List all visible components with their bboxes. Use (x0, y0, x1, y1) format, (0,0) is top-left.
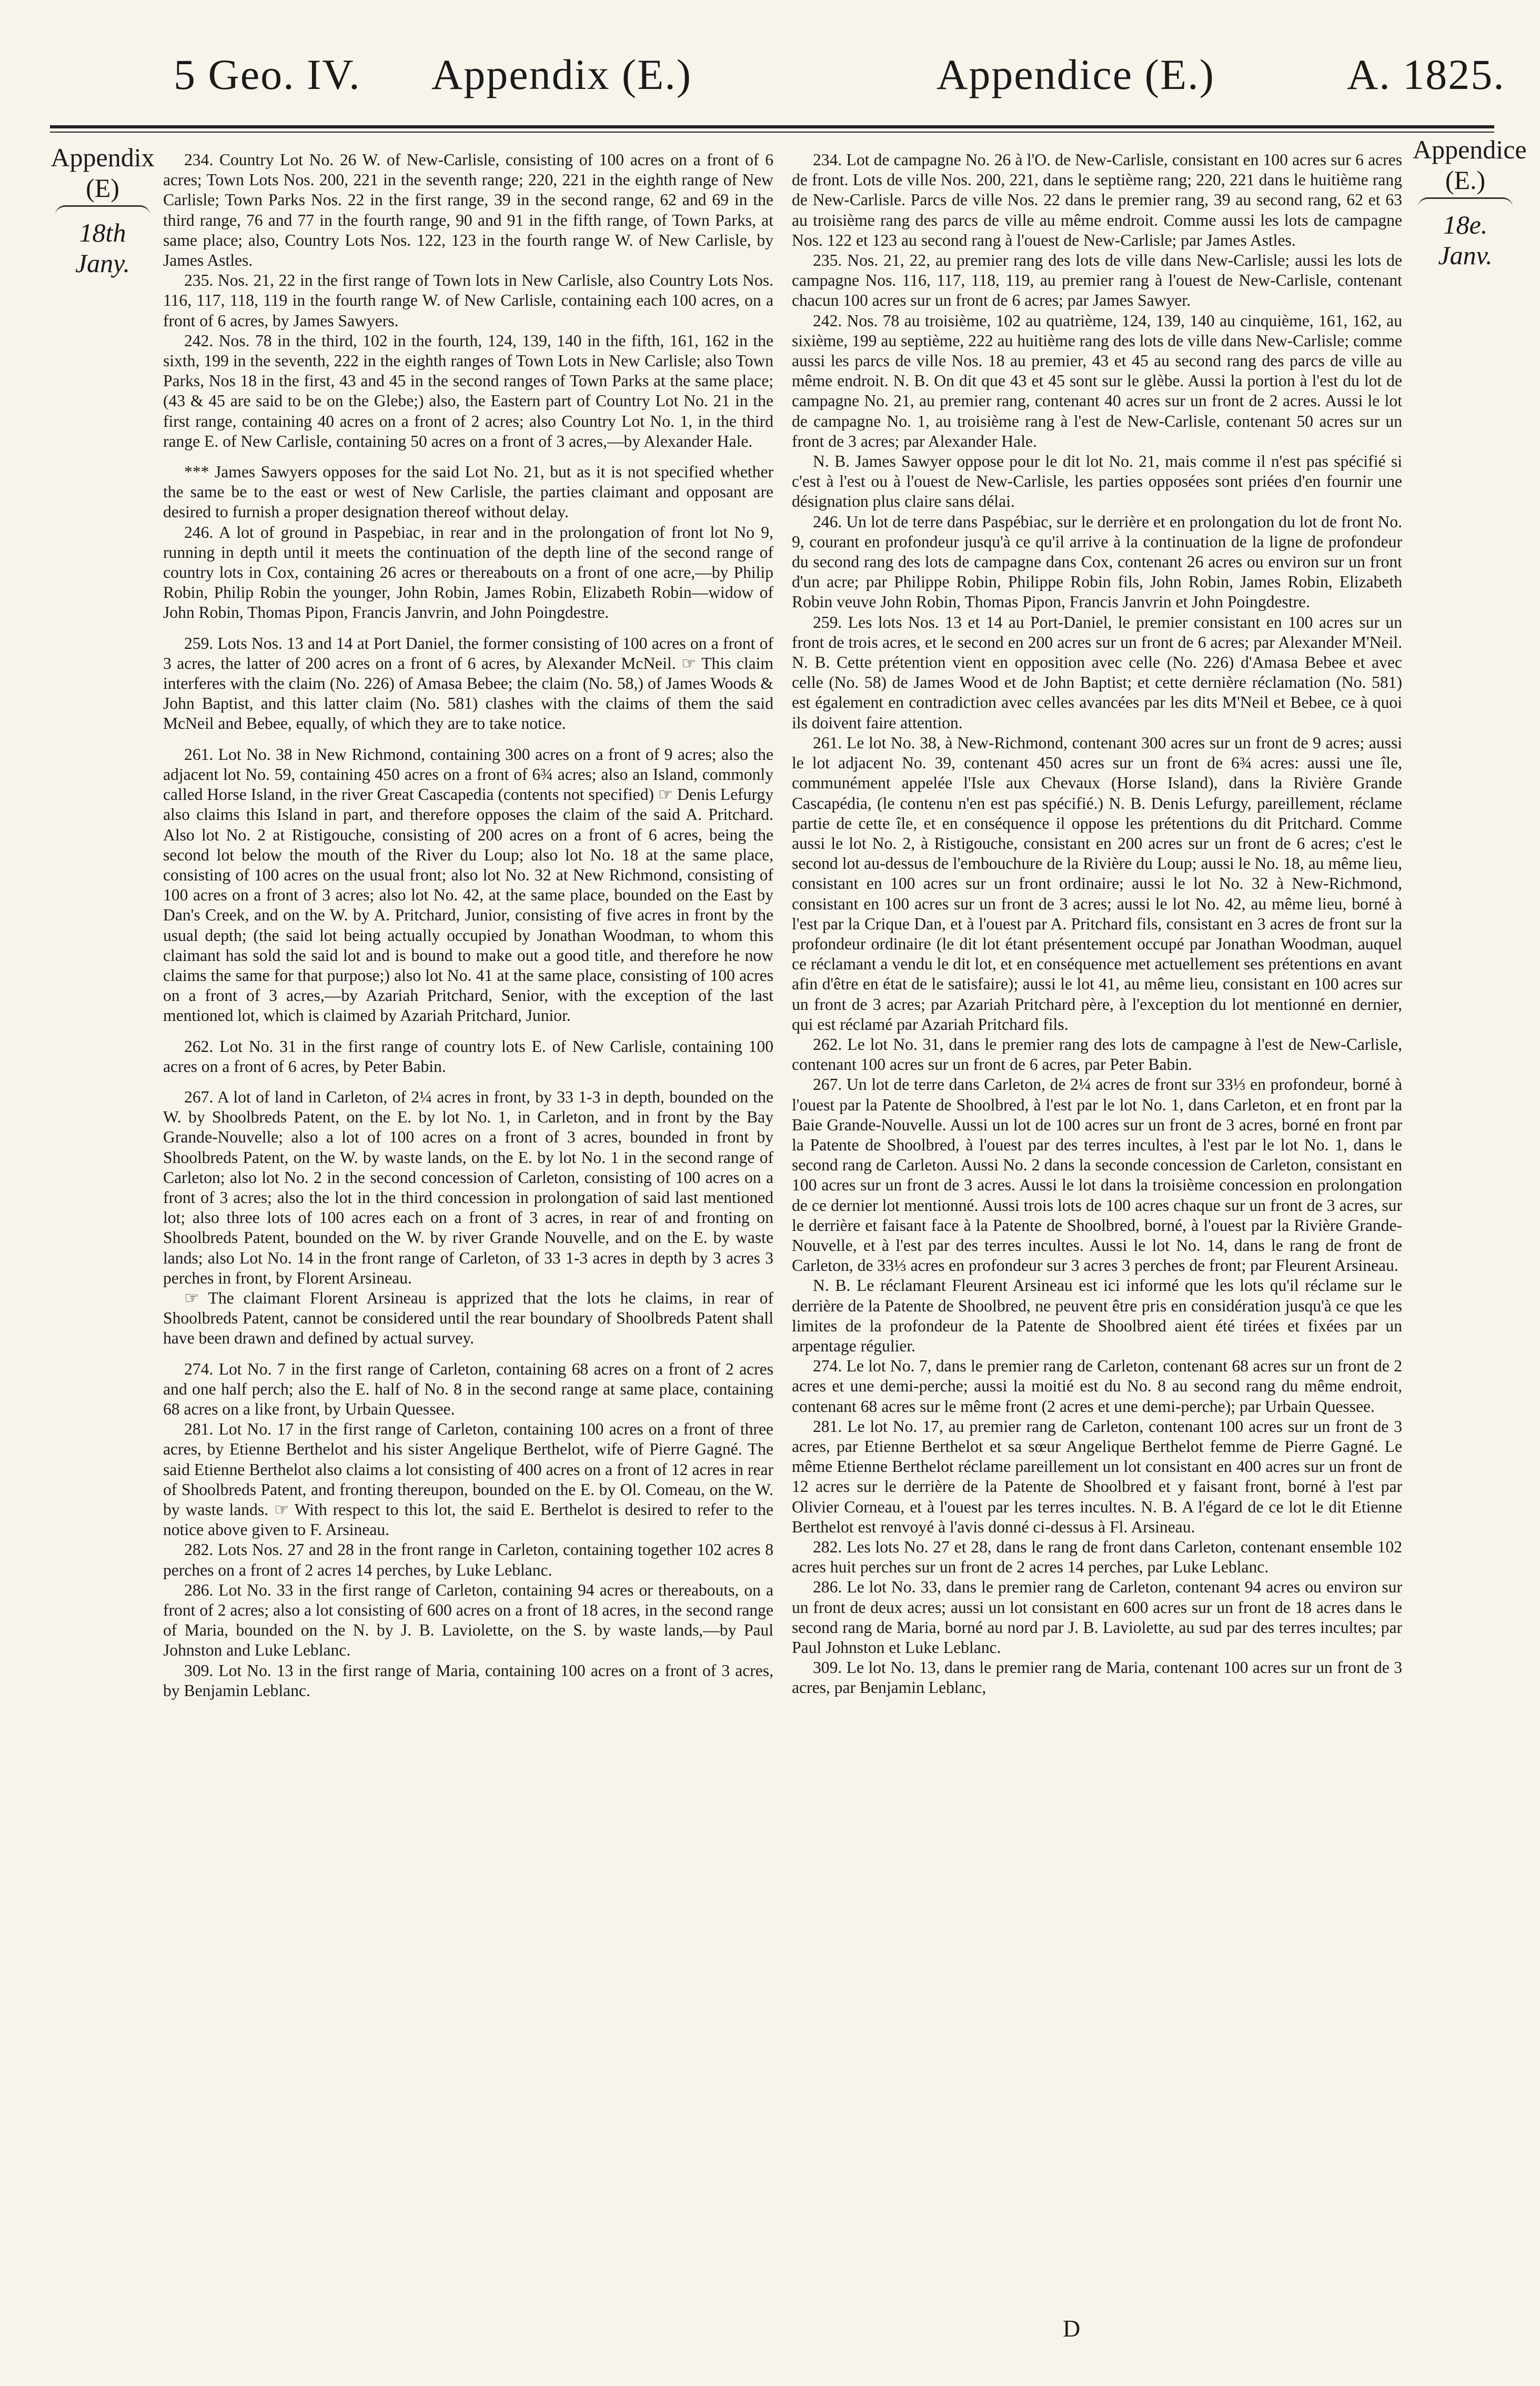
note-arsineau-fr: N. B. Le réclamant Fleurent Arsineau est ici informé que les lots qu'il réclame sur le derrière de la Patente de Shoolbred, ne peuvent être pris en considération jusqu'à ce que les limites de la profondeur de la Patente de Shoolbred aient été tirées et fixées par un arpentage régulier. (792, 1276, 1402, 1355)
claim-246-en: 246. A lot of ground in Paspebiac, in rear and in the prolongation of front lot No 9, running in depth until it meets the continuation of the depth line of the second range of country lots in Cox, containing 26 acres or thereabouts on a front of one acre,—by Philip Robin, Philip Robin the younger, John Robin, James Robin, Elizabeth Robin—widow of John Robin, Thomas Pipon, Francis Janvrin, and John Poingdestre. (163, 523, 773, 622)
claim-274-en: 274. Lot No. 7 in the first range of Carleton, containing 68 acres on a front of 2 acres and one half perch; also the E. half of No. 8 in the second range at same place, containing 68 acres on a like front, by Urbain Quessee. (163, 1359, 773, 1418)
note-sawyers-en: *** James Sawyers opposes for the said Lot No. 21, but as it is not specified whether the same be to the east or west of New Carlisle, the parties claimant and opposant are desired to furnish a proper designation thereof without delay. (163, 463, 773, 522)
margin-date: 18e. Janv. (1438, 210, 1493, 270)
claim-259-fr: 259. Les lots Nos. 13 et 14 au Port-Daniel, le premier consistant en 100 acres sur un front de trois acres, et le second en 200 acres sur un front de 6 acres; par Alexander M'Neil. N. B. Cette prétention vient en opposition avec celle (No. 226) d'Amasa Bebee et avec celle (No. 58) de James Wood et de John Baptist; et cette dernière réclamation (No. 581) est également en contradiction avec celles avancées par les dits M'Neil et Bebee, ce à quoi ils doivent faire attention. (792, 613, 1402, 732)
claim-281-fr: 281. Le lot No. 17, au premier rang de Carleton, contenant 100 acres sur un front de 3 acres, par Etienne Berthelot et sa sœur Angelique Berthelot femme de Pierre Gagné. Le même Etienne Berthelot réclame pareillement un lot consistant en 400 acres sur un front de 12 acres sur le derrière de la Patente de Shoolbred et y faisant front, borné à l'est par Olivier Corneau, et à l'ouest par les terres incultes. N. B. A l'égard de ce lot le dit Etienne Berthelot est renvoyé à l'avis donné ci-dessus à Fl. Arsineau. (792, 1417, 1402, 1536)
french-column (792, 150, 1402, 1698)
reign-label: 5 Geo. IV. (174, 51, 361, 98)
claim-282-en: 282. Lots Nos. 27 and 28 in the front range in Carleton, containing together 102 acres 8 perches on a front of 2 acres 14 perches, by Luke Leblanc. (163, 1540, 773, 1579)
brace-decoration (55, 205, 150, 215)
claim-234-fr: 234. Lot de campagne No. 26 à l'O. de New-Carlisle, consistant en 100 acres sur 6 acres de front. Lots de ville Nos. 200, 221, dans le septième rang; 220, 221 dans le huitième rang de New-Carlisle. Parcs de ville Nos. 22 dans le premier rang, 39 au second rang, 62 et 63 au troisième rang des parcs de ville au même endroit. Comme aussi les lots de campagne Nos. 122 et 123 au second rang à l'ouest de New-Carlisle; par James Astles. (792, 151, 1402, 249)
claim-274-fr: 274. Le lot No. 7, dans le premier rang de Carleton, contenant 68 acres sur un front de 2 acres et une demi-perche; aussi la moitié est du No. 8 au second rang du même endroit, contenant 68 acres sur le même front (2 acres et une demi-perche); par Urbain Quessee. (792, 1357, 1402, 1416)
claim-261-en: 261. Lot No. 38 in New Richmond, containing 300 acres on a front of 9 acres; also the adjacent lot No. 59, containing 450 acres on a front of 6¾ acres; also an Island, commonly called Horse Island, in the river Great Cascapedia (contents not specified) ☞ Denis Lefurgy also claims this Island in part, and therefore opposes the claim of the said A. Pritchard. Also lot No. 2 at Ristigouche, consisting of 200 acres on a front of 6 acres, being the second lot below the mouth of the River du Loup; also lot No. 18 at the same place, consisting of 100 acres on the usual front; also lot No. 32 at New Richmond, consisting of 100 acres on a front of 3 acres; also lot No. 42, at the same place, bounded on the East by Dan's Creek, and on the W. by A. Pritchard, Junior, consisting of five acres in front by the usual depth; (the said lot being actually occupied by Jonathan Woodman, to whom this claimant has sold the said lot and is bound to make out a good title, and therefore he now claims the same for that purpose;) also lot No. 41 at the same place, consisting of 100 acres on a front of 3 acres,—by Azariah Pritchard, Senior, with the exception of the last mentioned lot, which is claimed by Azariah Pritchard, Junior. (163, 745, 773, 1025)
claim-267-fr: 267. Un lot de terre dans Carleton, de 2¼ acres de front sur 33⅓ en profondeur, borné à l'ouest par la Patente de Shoolbred, à l'est par le lot No. 1, dans Carleton, et en front par la Baie Grande-Nouvelle. Aussi un lot de 100 acres sur un front de 3 acres, borné en front par la Patente de Shoolbred, à l'ouest par des terres incultes, à l'est par le lot No. 1, dans le second rang de Carleton. Aussi No. 2 dans la seconde concession de Carleton, consistant en 100 acres sur un front de 3 acres. Aussi le lot dans la troisième concession en prolongation de ce dernier lot mentionné. Aussi trois lots de 100 acres chaque sur un front de 3 acres, sur le derrière et faisant face à la Patente de Shoolbred, borné, à l'ouest par la Rivière Grande-Nouvelle, et à l'est par des terres incultes. Aussi le lot No. 14, dans le rang de front de Carleton, de 33⅓ acres en profondeur sur 3 acres 3 perches de front; par Fleurent Arsineau. (792, 1075, 1402, 1275)
claim-235-en: 235. Nos. 21, 22 in the first range of Town lots in New Carlisle, also Country Lots Nos. 116, 117, 118, 119 in the fourth range W. of New Carlisle, containing each 100 acres, on a front of 6 acres, by James Sawyers. (163, 271, 773, 330)
margin-appendix-label: Appendix (51, 143, 155, 172)
claim-262-en: 262. Lot No. 31 in the first range of country lots E. of New Carlisle, containing 100 acres on a front of 6 acres, by Peter Babin. (163, 1037, 773, 1076)
claim-286-en: 286. Lot No. 33 in the first range of Carleton, containing 94 acres or thereabouts, on a front of 2 acres; also a lot consisting of 600 acres on a front of 18 acres, in the second range of Maria, bounded on the N. by J. B. Laviolette, on the S. by waste lands,—by Paul Johnston and Luke Leblanc. (163, 1580, 773, 1660)
brace-decoration (1418, 197, 1513, 207)
claim-309-fr: 309. Le lot No. 13, dans le premier rang de Maria, contenant 100 acres sur un front de 3 acres, par Benjamin Leblanc, (792, 1658, 1402, 1697)
claim-259-en: 259. Lots Nos. 13 and 14 at Port Daniel, the former consisting of 100 acres on a front of 3 acres, the latter of 200 acres on a front of 6 acres, by Alexander McNeil. ☞ This claim interferes with the claim (No. 226) of Amasa Bebee; the claim (No. 58,) of James Woods & John Baptist, and this latter claim (No. 581) clashes with the claims of them the said McNeil and Bebee, equally, of which they are to take notice. (163, 634, 773, 733)
claim-234-en: 234. Country Lot No. 26 W. of New-Carlisle, consisting of 100 acres on a front of 6 acres; Town Lots Nos. 200, 221 in the seventh range; 220, 221 in the eighth range of New Carlisle; Town Parks Nos. 22 in the first range, 39 in the second range, 62 and 69 in the third range, 76 and 77 in the fourth range, 90 and 91 in the fifth range, of Town Parks, at same place; also, Country Lots Nos. 122, 123 in the fourth range W. of New Carlisle, by James Astles. (163, 151, 773, 270)
claim-235-fr: 235. Nos. 21, 22, au premier rang des lots de ville dans New-Carlisle; aussi les lots de campagne Nos. 116, 117, 118, 119, au premier rang à l'ouest de New-Carlisle, contenant chacun 100 acres sur un front de 6 acres; par James Sawyer. (792, 251, 1402, 310)
english-column (163, 150, 773, 1701)
claim-267-en: 267. A lot of land in Carleton, of 2¼ acres in front, by 33 1-3 in depth, bounded on the W. by Shoolbreds Patent, on the E. by lot No. 1, in Carleton, and in front by the Bay Grande-Nouvelle; also a lot of 100 acres on a front of 3 acres, bounded in front by Shoolbreds Patent, on the W. by waste lands, on the E. by lot No. 1 in the second range of Carleton; also lot No. 2 in the second concession of Carleton, consisting of 100 acres on a front of 3 acres; also the lot in the third concession in prolongation of said last mentioned lot; also three lots of 100 acres each on a front of 3 acres, in rear of and fronting on Shoolbreds Patent, bounded on the W. by river Grande Nouvelle, and on the E. by waste lands; also Lot No. 14 in the front range of Carleton, of 33 1-3 acres in depth by 3 acres 3 perches in front, by Florent Arsineau. (163, 1087, 773, 1287)
margin-appendix-label: Appendice (1413, 135, 1527, 164)
margin-note-left (50, 142, 155, 278)
year-label: A. 1825. (1347, 51, 1505, 98)
margin-note-right (1413, 134, 1527, 270)
claim-242-fr: 242. Nos. 78 au troisième, 102 au quatrième, 124, 139, 140 au cinquième, 161, 162, au sixième, 199 au septième, 222 au huitième rang des lots de ville dans New-Carlisle; comme aussi les parcs de ville Nos. 18 au premier, 43 et 45 au second rang des parcs de ville au même endroit. N. B. On dit que 43 et 45 sont sur le glèbe. Aussi la portion à l'est du lot de campagne No. 21, au premier rang, contenant 40 acres sur un front de 2 acres. Aussi le lot de campagne No. 1, au troisième rang à l'est de New-Carlisle, contenant 50 acres sur un front de 3 acres; par Alexander Hale. (792, 311, 1402, 450)
appendix-title-french: Appendice (E.) (937, 51, 1215, 98)
claim-282-fr: 282. Les lots No. 27 et 28, dans le rang de front dans Carleton, contenant ensemble 102 acres huit perches sur un front de 2 acres 14 perches, par Luke Leblanc. (792, 1538, 1402, 1577)
header-rule-thin (50, 132, 1494, 133)
signature-mark: D (1063, 2315, 1081, 2342)
claim-281-en: 281. Lot No. 17 in the first range of Carleton, containing 100 acres on a front of three acres, by Etienne Berthelot and his sister Angelique Berthelot, wife of Pierre Gagné. The said Etienne Berthelot also claims a lot consisting of 400 acres on a front of 12 acres in rear of Shoolbreds Patent, and fronting thereupon, bounded on the E. by Ol. Comeau, on the W. by waste lands. ☞ With respect to this lot, the said E. Berthelot is desired to refer to the notice above given to F. Arsineau. (163, 1420, 773, 1539)
claim-286-fr: 286. Le lot No. 33, dans le premier rang de Carleton, contenant 94 acres ou environ sur un front de deux acres; aussi un lot consistant en 600 acres sur un front de 18 acres dans le second rang de Maria, borné au nord par J. B. Laviolette, au sud par des terres incultes; par Paul Johnston et Luke Leblanc. (792, 1578, 1402, 1657)
margin-appendix-letter: (E) (86, 173, 119, 203)
margin-appendix-letter: (E.) (1445, 165, 1486, 195)
appendix-title-english: Appendix (E.) (431, 51, 692, 98)
header-rule-thick (50, 125, 1494, 128)
claim-261-fr: 261. Le lot No. 38, à New-Richmond, contenant 300 acres sur un front de 9 acres; aussi le lot adjacent No. 39, contenant 450 acres sur un front de 6¾ acres: aussi une île, communément appelée l'Isle aux Chevaux (Horse Island), dans la Rivière Grande Cascapédia, (le contenu n'en est pas spécifié.) N. B. Denis Lefurgy, pareillement, réclame partie de cette île, et en conséquence il oppose les prétentions du dit Pritchard. Comme aussi le lot No. 2, à Ristigouche, consistant en 200 acres sur un front de 6 acres; c'est le second lot au-dessus de l'embouchure de la Rivière du Loup; aussi le No. 18, au même lieu, consistant en 100 acres sur un front ordinaire; aussi le lot No. 32 à New-Richmond, consistant en 100 acres sur un front de 3 acres; aussi le lot No. 42, au même lieu, borné à l'est par la Crique Dan, et à l'ouest par A. Pritchard fils, consistant en 3 acres de front sur la profondeur ordinaire (le dit lot étant présentement occupé par Jonathan Woodman, auquel ce réclamant a vendu le dit lot, et en conséquence met actuellement ses prétentions en avant afin d'être en état de le satisfaire); aussi le lot 41, au même lieu, consistant en 100 acres sur un front de 3 acres; par Azariah Pritchard père, à l'exception du lot mentionné en dernier, qui est réclamé par Azariah Pritchard fils. (792, 733, 1402, 1034)
margin-date: 18th Jany. (75, 218, 130, 278)
note-sawyers-fr: N. B. James Sawyer oppose pour le dit lot No. 21, mais comme il n'est pas spécifié si c'est à l'est ou à l'ouest de New-Carlisle, les parties opposées sont priées d'en fournir une désignation plus claire sans délai. (792, 452, 1402, 511)
page-header (0, 50, 1540, 113)
note-arsineau-en: ☞ The claimant Florent Arsineau is apprized that the lots he claims, in rear of Shoolbreds Patent, cannot be considered until the rear boundary of Shoolbreds Patent shall have been drawn and defined by actual survey. (163, 1288, 773, 1348)
claim-262-fr: 262. Le lot No. 31, dans le premier rang des lots de campagne à l'est de New-Carlisle, contenant 100 acres sur un front de 6 acres, par Peter Babin. (792, 1035, 1402, 1074)
claim-242-en: 242. Nos. 78 in the third, 102 in the fourth, 124, 139, 140 in the fifth, 161, 162 in the sixth, 199 in the seventh, 222 in the eighth ranges of Town Lots in New Carlisle; also Town Parks, Nos 18 in the first, 43 and 45 in the second ranges of Town Parks at the same place; (43 & 45 are said to be on the Glebe;) also, the Eastern part of Country Lot No. 21 in the first range, containing 40 acres on a front of 2 acres; also Country Lot No. 1, in the third range E. of New Carlisle, containing 50 acres on a front of 3 acres,—by Alexander Hale. (163, 331, 773, 450)
claim-246-fr: 246. Un lot de terre dans Paspébiac, sur le derrière et en prolongation du lot de front No. 9, courant en profondeur jusqu'à ce qu'il arrive à la continuation de la ligne de profondeur du second rang des lots de campagne dans Cox, contenant 26 acres ou environ sur un front d'un acre; par Philippe Robin, Philippe Robin fils, John Robin, James Robin, Elizabeth Robin veuve John Robin, Thomas Pipon, Francis Janvrin et John Poingdestre. (792, 512, 1402, 611)
claim-309-en: 309. Lot No. 13 in the first range of Maria, containing 100 acres on a front of 3 acres, by Benjamin Leblanc. (163, 1661, 773, 1700)
